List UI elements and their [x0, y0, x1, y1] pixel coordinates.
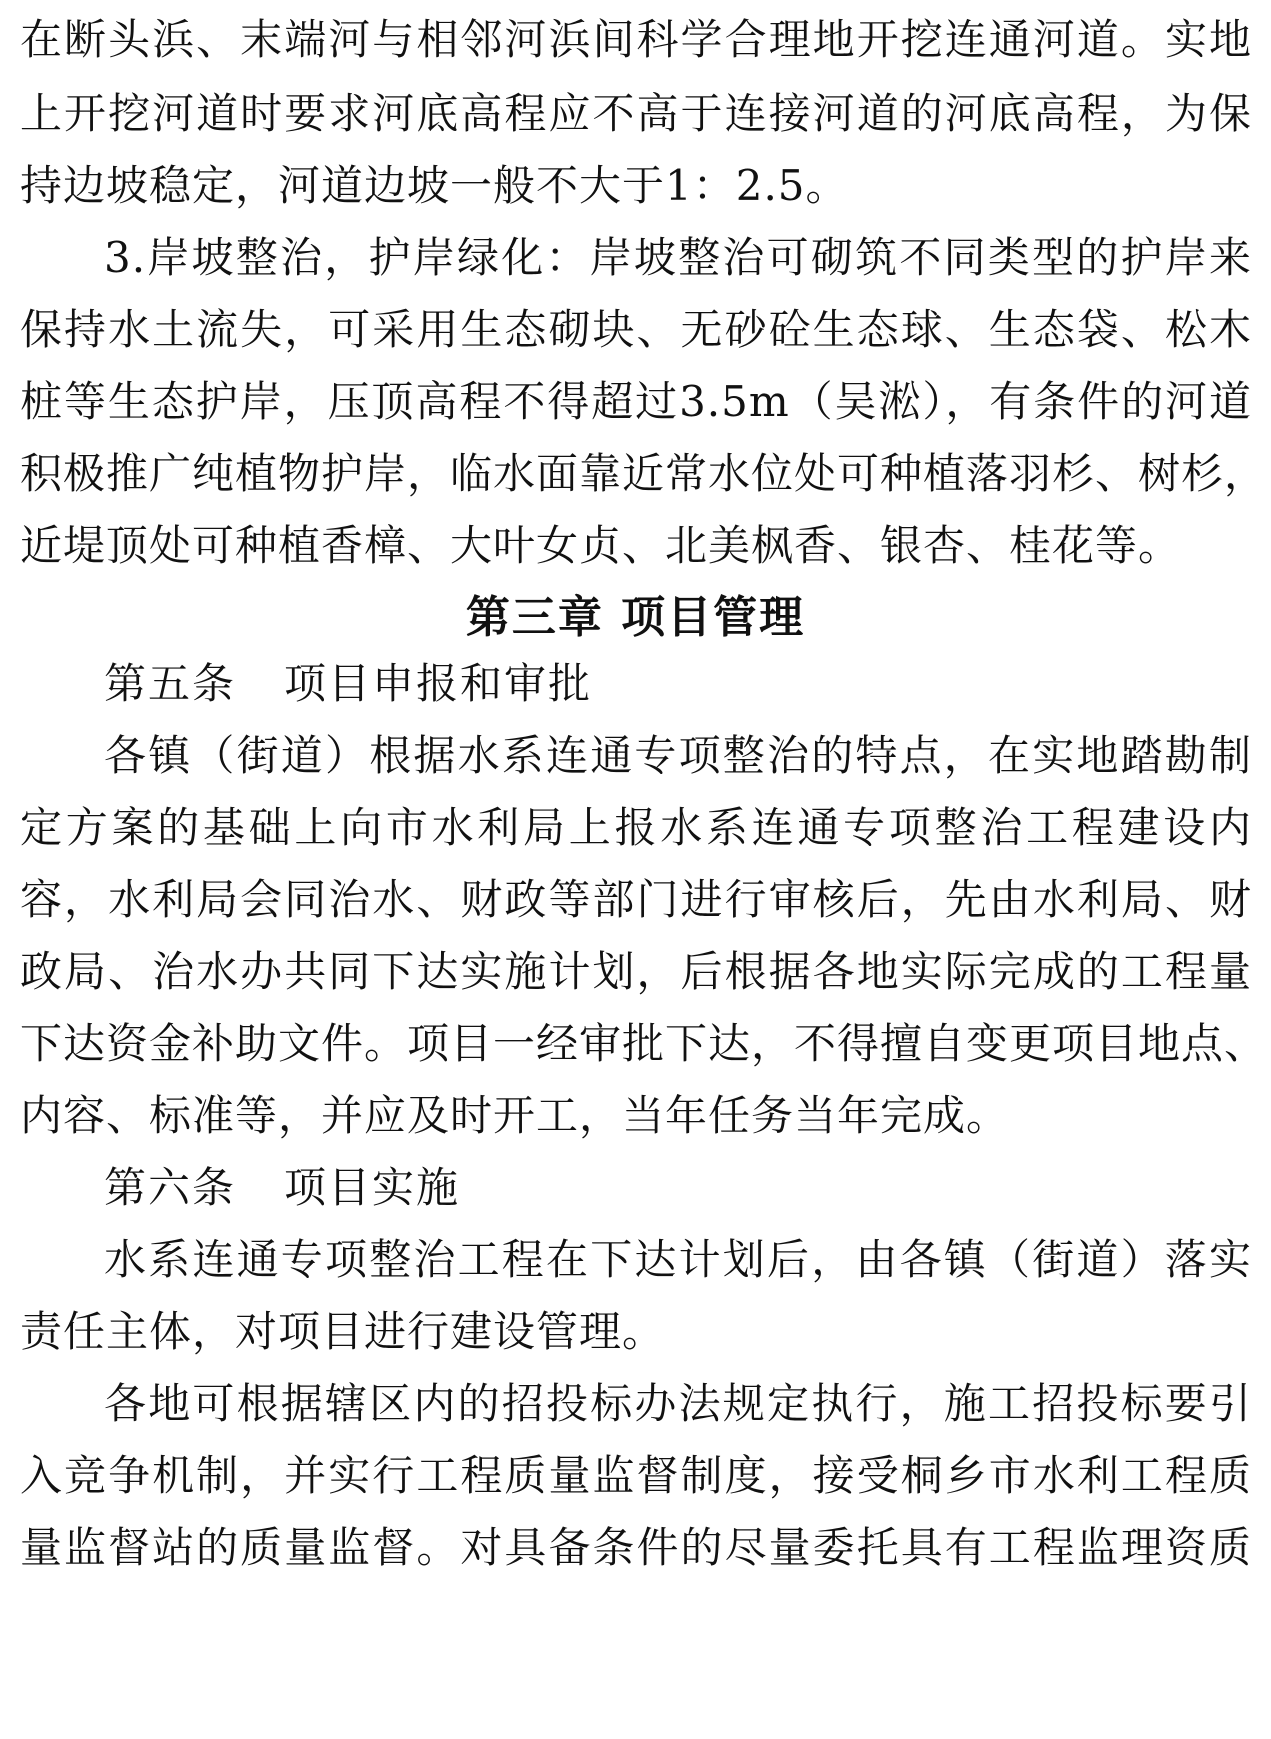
- paragraph-line: 入竞争机制，并实行工程质量监督制度，接受桐乡市水利工程质: [20, 1451, 1252, 1500]
- paragraph-line: 量监督站的质量监督。对具备条件的尽量委托具有工程监理资质: [20, 1523, 1252, 1572]
- article-title: 项目申报和审批: [284, 659, 593, 708]
- paragraph-line: 桩等生态护岸，压顶高程不得超过3.5m（吴淞），有条件的河道: [20, 377, 1252, 426]
- paragraph-line: 各地可根据辖区内的招投标办法规定执行，施工招投标要引: [104, 1379, 1252, 1428]
- article-title: 项目实施: [284, 1163, 461, 1212]
- article-number: 第六条: [104, 1163, 237, 1212]
- paragraph-line: 持边坡稳定，河道边坡一般不大于1：2.5。: [20, 161, 849, 210]
- chapter-heading: 第三章 项目管理: [465, 592, 806, 643]
- paragraph-line: 3.岸坡整治，护岸绿化：岸坡整治可砌筑不同类型的护岸来: [104, 233, 1252, 282]
- article-number: 第五条: [104, 659, 237, 708]
- paragraph-line: 各镇（街道）根据水系连通专项整治的特点，在实地踏勘制: [104, 731, 1252, 780]
- paragraph-line: 保持水土流失，可采用生态砌块、无砂砼生态球、生态袋、松木: [20, 305, 1252, 354]
- article-heading: [104, 1158, 460, 1218]
- paragraph-line: 下达资金补助文件。项目一经审批下达，不得擅自变更项目地点、: [20, 1019, 1268, 1068]
- paragraph-line: 水系连通专项整治工程在下达计划后，由各镇（街道）落实: [104, 1235, 1252, 1284]
- paragraph-line: 积极推广纯植物护岸，临水面靠近常水位处可种植落羽杉、树杉，: [20, 449, 1268, 498]
- paragraph-line: 容，水利局会同治水、财政等部门进行审核后，先由水利局、财: [20, 875, 1252, 924]
- paragraph-line: 定方案的基础上向市水利局上报水系连通专项整治工程建设内: [20, 803, 1252, 852]
- paragraph-line: 政局、治水办共同下达实施计划，后根据各地实际完成的工程量: [20, 947, 1252, 996]
- paragraph-line: 内容、标准等，并应及时开工，当年任务当年完成。: [20, 1091, 1010, 1140]
- paragraph-line: 责任主体，对项目进行建设管理。: [20, 1307, 666, 1356]
- paragraph-line: 上开挖河道时要求河底高程应不高于连接河道的河底高程，为保: [20, 89, 1252, 138]
- paragraph-line: 在断头浜、末端河与相邻河浜间科学合理地开挖连通河道。实地: [20, 15, 1252, 64]
- article-heading: [104, 654, 592, 714]
- paragraph-line: 近堤顶处可种植香樟、大叶女贞、北美枫香、银杏、桂花等。: [20, 521, 1182, 570]
